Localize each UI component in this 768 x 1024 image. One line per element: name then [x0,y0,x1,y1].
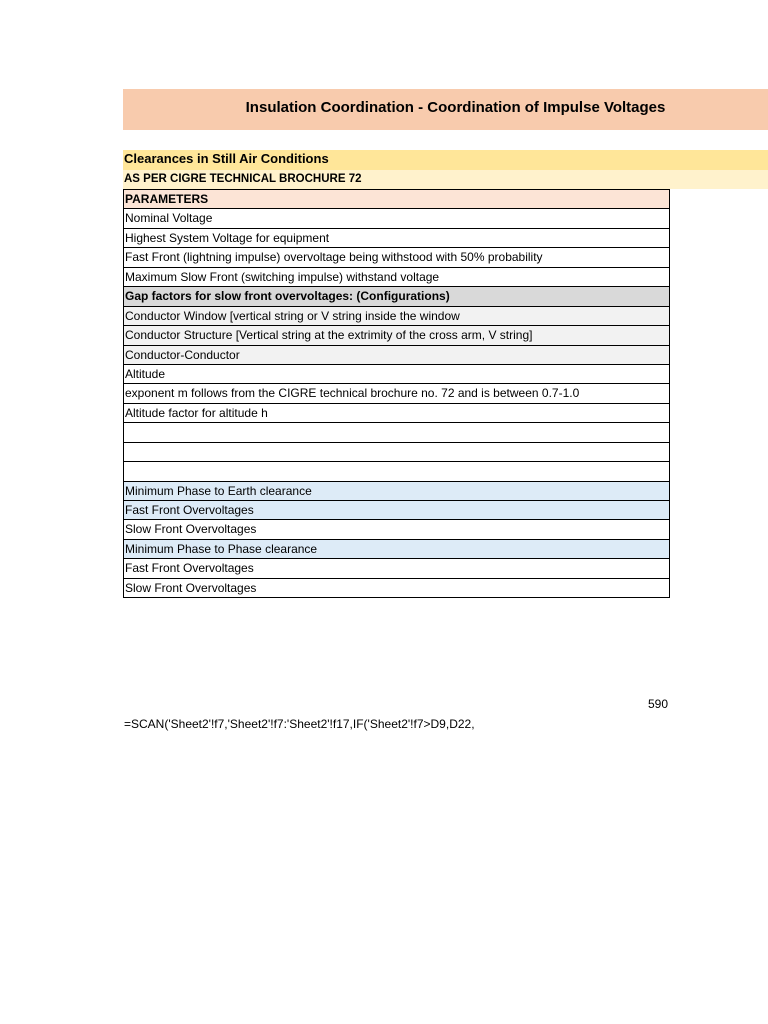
table-row [124,462,669,481]
table-row: exponent m follows from the CIGRE technical brochure no. 72 and is between 0.7-1.0 [124,384,669,403]
title-band [123,89,768,130]
table-row: Gap factors for slow front overvoltages: (Configurations) [124,287,669,306]
table-row: Conductor-Conductor [124,346,669,365]
page-title: Insulation Coordination - Coordination of Impulse Voltages [245,99,666,116]
table-row: Conductor Structure [Vertical string at the extrimity of the cross arm, V string] [124,326,669,345]
table-row: Highest System Voltage for equipment [124,229,669,248]
section-subtitle: AS PER CIGRE TECHNICAL BROCHURE 72 [123,170,768,189]
table-row: Slow Front Overvoltages [124,520,669,539]
table-row: Fast Front Overvoltages [124,501,669,520]
table-row: Altitude [124,365,669,384]
table-row: Slow Front Overvoltages [124,579,669,598]
formula-text: =SCAN('Sheet2'!f7,'Sheet2'!f7:'Sheet2'!f17,IF('Sheet2'!f7>D9,D22, [124,717,475,731]
table-row: Conductor Window [vertical string or V string inside the window [124,307,669,326]
table-row: Fast Front Overvoltages [124,559,669,578]
table-row: Nominal Voltage [124,209,669,228]
parameters-table [123,189,670,598]
table-row: Minimum Phase to Earth clearance [124,482,669,501]
table-row [124,443,669,462]
table-row: Fast Front (lightning impulse) overvoltage being withstood with 50% probability [124,248,669,267]
section-title: Clearances in Still Air Conditions [123,150,768,170]
table-row [124,423,669,442]
table-row: Altitude factor for altitude h [124,404,669,423]
page-number: 590 [647,697,668,711]
table-row: PARAMETERS [124,190,669,209]
table-row: Minimum Phase to Phase clearance [124,540,669,559]
table-row: Maximum Slow Front (switching impulse) withstand voltage [124,268,669,287]
